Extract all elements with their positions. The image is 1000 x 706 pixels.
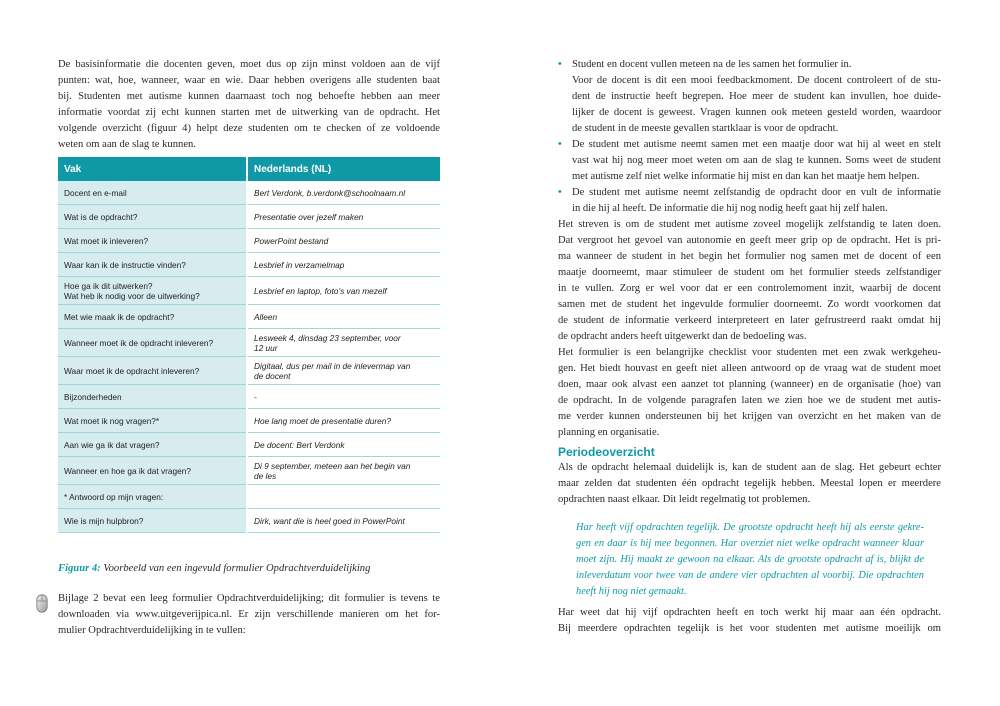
table-cell-answer	[247, 253, 440, 277]
cell-text: Wanneer en hoe ga ik dat vragen?	[64, 465, 191, 476]
table-cell-question	[58, 409, 247, 433]
table-row	[58, 385, 440, 409]
text-line: met autisme zelf niet welke informatie hij mist en dan kan het maatje hem helpen.	[572, 171, 920, 182]
text-line: in te vullen. Zorg er wel voor dat er een controlemoment inzit, waarbij de docent	[558, 283, 941, 294]
cell-text: PowerPoint bestand	[254, 235, 329, 246]
text-line: bij. Studenten met autisme kunnen daarnaast toch nog behoefte hebben aan meer	[58, 91, 440, 102]
paragraph-har	[558, 605, 941, 637]
table-cell-question	[58, 485, 247, 509]
cell-text: Bert Verdonk, b.verdonk@schoolnaam.nl	[254, 187, 406, 198]
table-cell-answer	[247, 357, 440, 385]
table-cell-question	[58, 181, 247, 205]
table-cell-answer	[247, 457, 440, 485]
text-line: opdrachten naast elkaar. Dit leidt regelmatig tot problemen.	[558, 494, 811, 505]
appendix-paragraph	[58, 591, 440, 639]
table-row	[58, 509, 440, 533]
text-line: Voor de docent is dit een mooi feedbackmoment. De docent controleert of de stu-	[572, 75, 941, 86]
cell-text: Bijzonderheden	[64, 391, 122, 402]
cell-text: Hoe ga ik dit uitwerken?	[64, 280, 153, 291]
text-line: Als de opdracht helemaal duidelijk is, kan de student aan de slag. Het gebeurt echter	[558, 462, 941, 473]
text-line: heeft hij nog niet gemaakt.	[576, 586, 687, 597]
cell-text: Met wie maak ik de opdracht?	[64, 311, 175, 322]
text-line: Bijlage 2 bevat een leeg formulier Opdrachtverduidelijking; dit formulier is tevens te	[58, 593, 440, 604]
table-cell-answer	[247, 409, 440, 433]
table-row	[58, 253, 440, 277]
list-item	[558, 57, 941, 137]
cell-text: Wat heb ik nodig voor de uitwerking?	[64, 290, 200, 301]
table-row	[58, 205, 440, 229]
text-line: de student in de meeste gevallen startklaar is voor de opdracht.	[572, 123, 839, 134]
text-line: doen, maar ook alvast een aanzet tot planning (wanneer) en de organisatie (hoe) van	[558, 379, 941, 390]
text-line: Het formulier is een belangrijke checklist voor studenten met een zwak werkgeheu-	[558, 347, 941, 358]
text-line: in die hij al heeft. De informatie die hij nog nodig heeft gaat hij zelf halen.	[572, 203, 888, 214]
text-line: inleverdatum voor twee van de andere vier opdrachten al voorbij. Die opdrachten	[576, 570, 924, 581]
paragraph-autonomy	[558, 217, 941, 345]
table-header-value: Nederlands (NL)	[247, 157, 440, 181]
table-cell-question	[58, 457, 247, 485]
paragraph-checklist	[558, 345, 941, 441]
cell-text: Presentatie over jezelf maken	[254, 211, 364, 222]
table-cell-question	[58, 509, 247, 533]
cell-text: Wie is mijn hulpbron?	[64, 515, 144, 526]
table-cell-question	[58, 305, 247, 329]
cell-text: Wat moet ik nog vragen?*	[64, 415, 160, 426]
cell-text: Lesbrief en laptop, foto’s van mezelf	[254, 285, 387, 296]
table-row	[58, 229, 440, 253]
table-cell-answer	[247, 509, 440, 533]
cell-text: Dirk, want die is heel goed in PowerPoint	[254, 515, 405, 526]
cell-text: Wanneer moet ik de opdracht inleveren?	[64, 337, 214, 348]
cell-text: Wat is de opdracht?	[64, 211, 138, 222]
text-line: downloaden via www.uitgeverijpica.nl. Er zijn verschillende manieren om het for-	[58, 609, 440, 620]
table-row	[58, 277, 440, 305]
table-cell-answer	[247, 205, 440, 229]
text-line: vast wat hij nog meer moet weten om aan de slag te kunnen. Soms weet de student	[572, 155, 941, 166]
table-cell-question	[58, 385, 247, 409]
cell-text: De docent: Bert Verdonk	[254, 439, 345, 450]
figure-caption	[58, 563, 370, 574]
cell-text: de les	[254, 470, 277, 481]
text-line: maar zelden dat studenten één opdracht tegelijk hebben. Meestal lopen er meerdere	[558, 478, 941, 489]
cell-text: Digitaal, dus per mail in de inlevermap van	[254, 360, 411, 371]
table-cell-answer	[247, 305, 440, 329]
text-line: de opdracht. In de volgende paragrafen laten we zien hoe we de student met autis-	[558, 395, 941, 406]
cell-text: Alleen	[254, 311, 278, 322]
cell-text: Waar kan ik de instructie vinden?	[64, 259, 186, 270]
text-line: Dat vergroot het gevoel van autonomie en geeft meer grip op de opdracht. Het is pri-	[558, 235, 941, 246]
table-cell-question	[58, 205, 247, 229]
text-line: ma wanneer de student in het begin het formulier nog samen met de docent of een	[558, 251, 941, 262]
text-line: De basisinformatie die docenten geven, moet dus op zijn minst voldoen aan de vijf	[58, 59, 440, 70]
table-cell-question	[58, 329, 247, 357]
text-line: Bij meerdere opdrachten tegelijk is het voor studenten met autisme moeilijk om	[558, 623, 941, 634]
table-row	[58, 409, 440, 433]
table-row	[58, 329, 440, 357]
text-line: punten: wat, hoe, wanneer, waar en wie. Daar hebben overigens alle studenten baat	[58, 75, 440, 86]
text-line: me verder kunnen ondersteunen bij het krijgen van overzicht en het maken van de	[558, 411, 941, 422]
text-line: De student met autisme neemt zelfstandig de opdracht door en vult de informatie	[572, 187, 941, 198]
table-row	[58, 433, 440, 457]
cell-text: Docent en e-mail	[64, 187, 127, 198]
computer-mouse-icon	[36, 594, 48, 613]
text-line: planning en organisatie.	[558, 427, 660, 438]
cell-text: Lesweek 4, dinsdag 23 september, voor	[254, 332, 401, 343]
paragraph-period	[558, 460, 941, 508]
text-line: gen. Het biedt houvast en geeft niet alleen antwoord op de vraag wat de student moet	[558, 363, 941, 374]
cell-text: -	[254, 391, 257, 402]
bullet-icon: •	[558, 139, 562, 150]
text-line: maatje doorneemt, maar stimuleer de student om het formulier steeds zelfstandiger	[558, 267, 941, 278]
text-line: moet zijn. Hij maakt ze gewoon na elkaar. Als de grootste opdracht af is, blijkt de	[576, 554, 924, 565]
cell-text: 12 uur	[254, 342, 278, 353]
text-line: Student en docent vullen meteen na de les samen het formulier in.	[572, 59, 852, 70]
table-header-subject: Vak	[58, 157, 247, 181]
table-cell-answer	[247, 385, 440, 409]
table-cell-answer	[247, 229, 440, 253]
table-row	[58, 485, 440, 509]
cell-text: Waar moet ik de opdracht inleveren?	[64, 365, 200, 376]
table-cell-answer	[247, 277, 440, 305]
bullet-icon: •	[558, 187, 562, 198]
table-body	[58, 181, 440, 533]
text-line: gen en daar is hij mee begonnen. Har overziet niet welke opdracht wanneer klaar	[576, 538, 924, 549]
table-cell-question	[58, 277, 247, 305]
text-line: samen met de student het ingevulde formulier doorneemt. Zo wordt voorkomen dat	[558, 299, 941, 310]
intro-paragraph	[58, 57, 440, 153]
text-line: de student de informatie verkeerd interpreteert en later gefrustreerd raakt omdat hij	[558, 315, 941, 326]
table-header-row	[58, 157, 440, 181]
example-quote	[576, 520, 924, 600]
table-cell-answer	[247, 433, 440, 457]
text-line: dent de instructie heeft begrepen. Hoe meer de student kan invullen, hoe duide-	[572, 91, 941, 102]
text-line: mulier Opdrachtverduidelijking in te vullen:	[58, 625, 246, 636]
text-line: informatie voordat zij echt kunnen starten met de uitwerking van de opdracht. Het	[58, 107, 440, 118]
table-row	[58, 457, 440, 485]
table-row	[58, 181, 440, 205]
table-cell-question	[58, 229, 247, 253]
text-line: lijker de docent is geweest. Vragen kunnen ook meteen gesteld worden, waardoor	[572, 107, 941, 118]
bullet-icon: •	[558, 59, 562, 70]
section-heading: Periodeoverzicht	[558, 445, 655, 459]
table-cell-question	[58, 253, 247, 277]
figure-label: Figuur 4:	[58, 563, 101, 574]
table-cell-answer	[247, 485, 440, 509]
text-line: Har heeft vijf opdrachten tegelijk. De grootste opdracht heeft hij als eerste gekre-	[576, 522, 924, 533]
list-item	[558, 185, 941, 217]
table-cell-answer	[247, 329, 440, 357]
figure-caption-text: Voorbeeld van een ingevuld formulier Opdrachtverduidelijking	[100, 563, 371, 574]
table-row	[58, 305, 440, 329]
table-cell-answer	[247, 181, 440, 205]
cell-text: Aan wie ga ik dat vragen?	[64, 439, 160, 450]
text-line: Har weet dat hij vijf opdrachten heeft en toch werkt hij maar aan één opdracht.	[558, 607, 941, 618]
cell-text: Lesbrief in verzamelmap	[254, 259, 345, 270]
cell-text: Hoe lang moet de presentatie duren?	[254, 415, 391, 426]
cell-text: Wat moet ik inleveren?	[64, 235, 149, 246]
table-row	[58, 357, 440, 385]
assignment-form-table	[58, 157, 440, 533]
text-line: De student met autisme neemt samen met een maatje door wat hij al weet en stelt	[572, 139, 941, 150]
text-line: volgende overzicht (figuur 4) helpt deze studenten om te checken of ze voldoende	[58, 123, 440, 134]
text-line: Het streven is om de student met autisme zoveel mogelijk zelfstandig te laten doen.	[558, 219, 941, 230]
cell-text: Di 9 september, meteen aan het begin van	[254, 460, 411, 471]
bullet-list	[558, 57, 941, 217]
text-line: weten om aan de slag te kunnen.	[58, 139, 196, 150]
table-cell-question	[58, 357, 247, 385]
list-item	[558, 137, 941, 185]
cell-text: * Antwoord op mijn vragen:	[64, 491, 164, 502]
cell-text: de docent	[254, 370, 291, 381]
text-line: de opdracht anders heeft uitgewerkt dan de bedoeling was.	[558, 331, 807, 342]
table-cell-question	[58, 433, 247, 457]
